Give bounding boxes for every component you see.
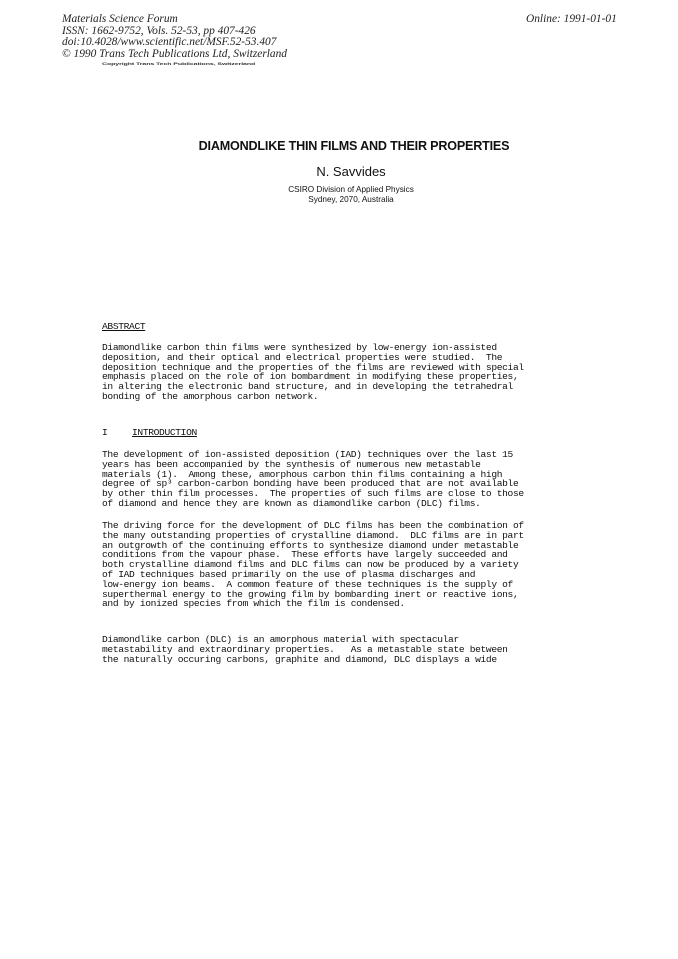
intro-paragraph-2 (102, 521, 524, 609)
text-line: an outgrowth of the continuing efforts to synthesize diamond under metastable (102, 539, 519, 551)
abstract-heading (102, 322, 145, 332)
text-line: degree of sp³ carbon-carbon bonding have been produced that are not available (102, 478, 519, 490)
text-line: the many outstanding properties of crystalline diamond. DLC films are in part (102, 529, 524, 541)
journal-name: Materials Science Forum (62, 13, 178, 25)
text-line: The development of ion-assisted deposition (IAD) techniques over the last 15 (102, 449, 513, 460)
affiliation-line-2: Sydney, 2070, Australia (308, 195, 394, 204)
introduction-heading (102, 428, 197, 438)
text-line: bonding of the amorphous carbon network. (102, 390, 319, 402)
issn-line: ISSN: 1662-9752, Vols. 52-53, pp 407-426 (62, 24, 256, 37)
text-line: the naturally occuring carbons, graphite and diamond, DLC displays a wide (102, 653, 497, 665)
affiliation-line-1: CSIRO Division of Applied Physics (288, 185, 414, 194)
section-number: I (102, 427, 108, 438)
text-line: of diamond and hence they are known as diamondlike carbon (DLC) films. (102, 497, 481, 509)
text-line: Diamondlike carbon thin films were synthesized by low-energy ion-assisted (102, 342, 497, 353)
text-line: in altering the electronic band structure, and in developing the tetrahedral (102, 381, 513, 393)
text-line: emphasis placed on the role of ion bombardment in modifying these properties, (102, 371, 519, 383)
text-line: The driving force for the development of DLC films has been the combination of (102, 520, 524, 531)
paper-title: DIAMONDLIKE THIN FILMS AND THEIR PROPERTIES (198, 139, 510, 153)
author-affiliation (0, 185, 678, 205)
online-date: Online: 1991-01-01 (526, 13, 617, 25)
author-name: N. Savvides (316, 164, 386, 179)
text-line: deposition, and their optical and electrical properties were studied. The (102, 351, 503, 363)
publication-metadata (62, 14, 287, 60)
copyright-line: © 1990 Trans Tech Publications Ltd, Switzerland (62, 47, 287, 60)
text-line: years has been accompanied by the synthesis of numerous new metastable (102, 458, 481, 470)
section-title: INTRODUCTION (132, 427, 197, 438)
text-line: superthermal energy to the growing film by bombarding inert or reactive ions, (102, 588, 519, 600)
intro-paragraph-1 (102, 450, 524, 509)
intro-paragraph-3 (102, 635, 508, 664)
copyright-stamp: Copyright Trans Tech Publications, Switzerland (102, 62, 256, 66)
text-line: conditions from the vapour phase. These efforts have largely succeeded and (102, 549, 508, 561)
text-line: materials (1). Among these, amorphous carbon thin films containing a high (102, 468, 503, 480)
text-line: metastability and extraordinary properties. As a metastable state between (102, 643, 508, 655)
text-line: Diamondlike carbon (DLC) is an amorphous material with spectacular (102, 634, 459, 645)
text-line: of IAD techniques based primarily on the use of plasma discharges and (102, 568, 476, 580)
abstract-heading-text: ABSTRACT (102, 321, 146, 332)
text-line: and by ionized species from which the film is condensed. (102, 598, 405, 610)
doi-line: doi:10.4028/www.scientific.net/MSF.52-53.407 (62, 36, 277, 49)
text-line: deposition technique and the properties of the films are reviewed with special (102, 361, 524, 373)
text-line: both crystalline diamond films and DLC films can now be produced by a variety (102, 559, 519, 571)
text-line: by other thin film processes. The properties of such films are close to those (102, 488, 524, 500)
abstract-body (102, 343, 524, 402)
text-line: low-energy ion beams. A common feature of these techniques is the supply of (102, 578, 513, 590)
